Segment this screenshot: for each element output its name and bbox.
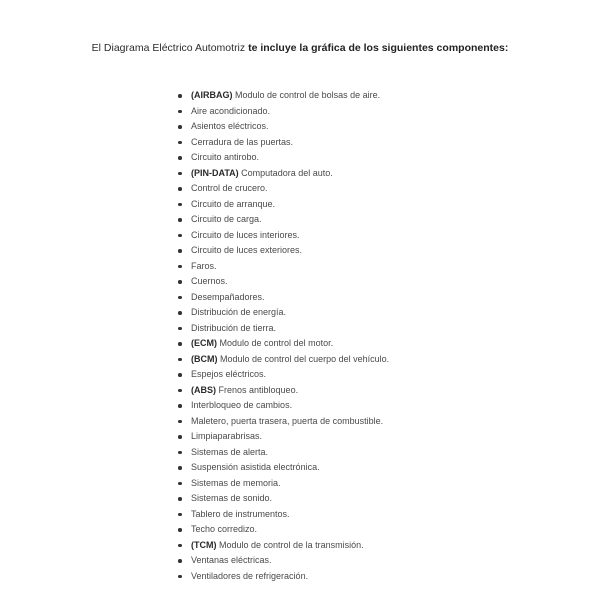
- bullet-icon: [178, 466, 182, 470]
- component-label: Frenos antibloqueo.: [218, 384, 299, 395]
- component-label: Tablero de instrumentos.: [191, 508, 290, 519]
- list-item: [191, 398, 389, 414]
- component-label: Sistemas de memoria.: [191, 477, 281, 488]
- list-item: [191, 569, 389, 585]
- bullet-icon: [178, 249, 182, 253]
- bullet-icon: [178, 342, 182, 346]
- list-item: [191, 274, 389, 290]
- heading-intro: El Diagrama Eléctrico Automotriz: [91, 42, 246, 54]
- component-label: Faros.: [191, 260, 217, 271]
- list-item: [191, 135, 389, 151]
- bullet-icon: [178, 451, 182, 455]
- list-item: [191, 383, 389, 399]
- list-item: [191, 243, 389, 259]
- bullet-icon: [178, 435, 182, 439]
- component-abbreviation: (AIRBAG): [191, 90, 233, 100]
- component-label: Modulo de control de la transmisión.: [219, 539, 364, 550]
- components-list: [191, 88, 389, 584]
- bullet-icon: [178, 358, 182, 362]
- bullet-icon: [178, 218, 182, 222]
- bullet-icon: [178, 156, 182, 160]
- bullet-icon: [178, 94, 182, 98]
- component-label: Distribución de energía.: [191, 307, 287, 317]
- list-item: [191, 507, 389, 523]
- bullet-icon: [178, 373, 182, 377]
- bullet-icon: [178, 110, 182, 114]
- bullet-icon: [178, 296, 182, 300]
- component-label: Ventiladores de refrigeración.: [191, 570, 309, 581]
- bullet-icon: [178, 125, 182, 129]
- bullet-icon: [178, 528, 182, 532]
- list-item: [191, 228, 389, 244]
- component-label: Modulo de control del cuerpo del vehículo.: [220, 353, 390, 364]
- bullet-icon: [178, 497, 182, 501]
- component-label: Distribución de tierra.: [191, 322, 277, 333]
- list-item: [191, 414, 389, 430]
- component-abbreviation: (ABS): [191, 384, 216, 395]
- list-item: [191, 181, 389, 197]
- component-label: Suspensión asistida electrónica.: [191, 462, 320, 472]
- component-label: Espejos eléctricos.: [191, 369, 267, 379]
- list-item: [191, 259, 389, 275]
- component-label: Modulo de control de bolsas de aire.: [235, 90, 381, 100]
- list-item: [191, 336, 389, 352]
- page-heading: [60, 40, 540, 56]
- bullet-icon: [178, 203, 182, 207]
- component-label: Interbloqueo de cambios.: [191, 400, 293, 410]
- bullet-icon: [178, 420, 182, 424]
- component-label: Cuernos.: [191, 276, 228, 286]
- component-label: Ventanas eléctricas.: [191, 555, 272, 565]
- bullet-icon: [178, 265, 182, 269]
- component-label: Techo corredizo.: [191, 524, 258, 534]
- list-item: [191, 290, 389, 306]
- list-item: [191, 150, 389, 166]
- heading-emphasis: te incluye la gráfica de los siguientes componentes:: [248, 42, 509, 54]
- list-item: [191, 476, 389, 492]
- list-item: [191, 104, 389, 120]
- component-label: Sistemas de alerta.: [191, 446, 269, 457]
- component-label: Circuito de carga.: [191, 214, 262, 224]
- component-label: Limpiaparabrisas.: [191, 431, 263, 441]
- list-item: [191, 321, 389, 337]
- bullet-icon: [178, 280, 182, 284]
- component-label: Control de crucero.: [191, 183, 268, 193]
- list-item: [191, 429, 389, 445]
- component-label: Circuito de luces exteriores.: [191, 245, 303, 255]
- component-label: Circuito de luces interiores.: [191, 229, 300, 240]
- list-item: [191, 352, 389, 368]
- bullet-icon: [178, 544, 182, 548]
- bullet-icon: [178, 404, 182, 408]
- list-item: [191, 460, 389, 476]
- component-label: Maletero, puerta trasera, puerta de combustible.: [191, 415, 384, 426]
- list-item: [191, 88, 389, 104]
- component-label: Cerradura de las puertas.: [191, 136, 294, 147]
- list-item: [191, 367, 389, 383]
- list-item: [191, 445, 389, 461]
- component-label: Aire acondicionado.: [191, 105, 271, 116]
- list-item: [191, 119, 389, 135]
- component-label: Circuito antirobo.: [191, 152, 260, 162]
- list-item: [191, 212, 389, 228]
- component-label: Desempañadores.: [191, 291, 265, 302]
- list-item: [191, 305, 389, 321]
- bullet-icon: [178, 482, 182, 486]
- component-abbreviation: (BCM): [191, 353, 218, 364]
- bullet-icon: [178, 187, 182, 191]
- list-item: [191, 522, 389, 538]
- list-item: [191, 166, 389, 182]
- list-item: [191, 553, 389, 569]
- bullet-icon: [178, 172, 182, 176]
- bullet-icon: [178, 327, 182, 331]
- list-item: [191, 197, 389, 213]
- component-label: Modulo de control del motor.: [219, 338, 334, 348]
- component-label: Computadora del auto.: [241, 167, 333, 178]
- bullet-icon: [178, 559, 182, 563]
- component-abbreviation: (PIN-DATA): [191, 167, 239, 178]
- component-label: Sistemas de sonido.: [191, 493, 273, 503]
- bullet-icon: [178, 575, 182, 579]
- bullet-icon: [178, 234, 182, 238]
- component-label: Asientos eléctricos.: [191, 121, 269, 131]
- list-item: [191, 491, 389, 507]
- bullet-icon: [178, 513, 182, 517]
- component-abbreviation: (ECM): [191, 338, 217, 348]
- bullet-icon: [178, 141, 182, 145]
- list-item: [191, 538, 389, 554]
- component-label: Circuito de arranque.: [191, 198, 276, 209]
- component-abbreviation: (TCM): [191, 539, 217, 550]
- bullet-icon: [178, 311, 182, 315]
- bullet-icon: [178, 389, 182, 393]
